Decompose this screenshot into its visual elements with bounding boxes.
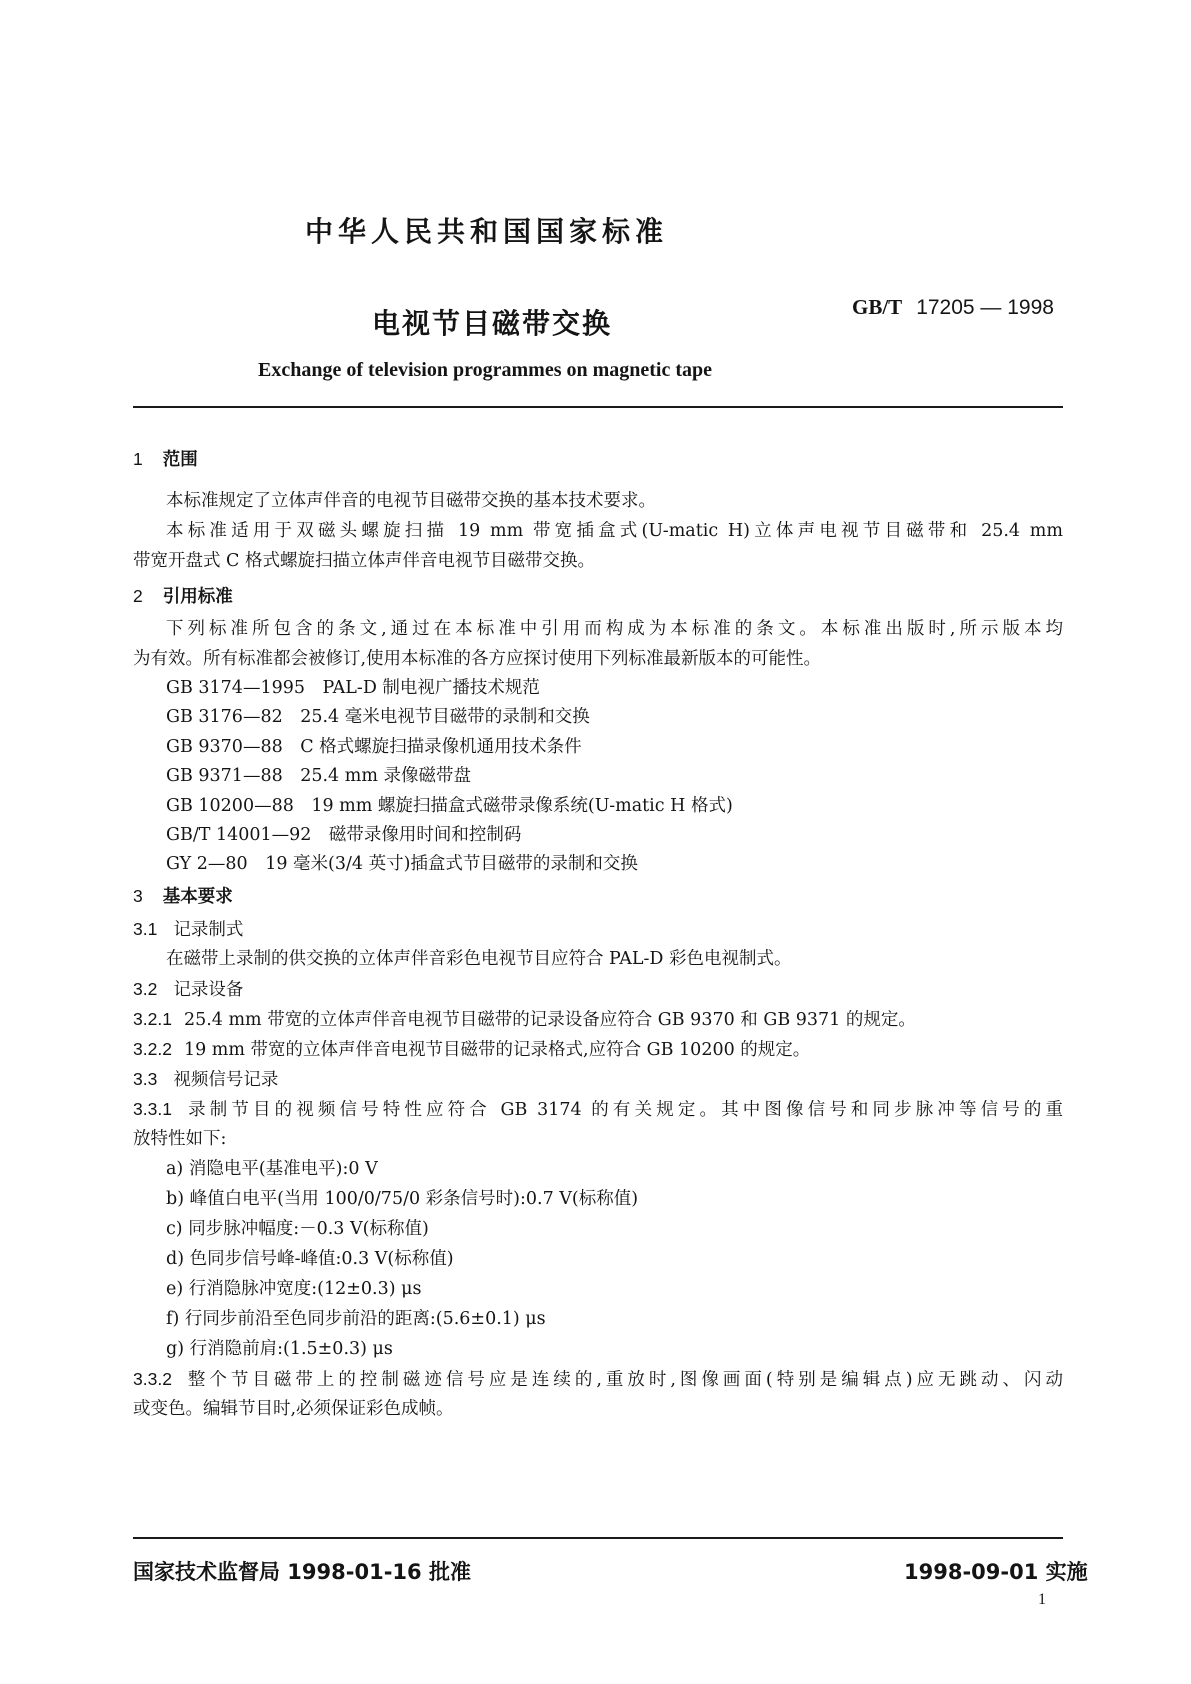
footer-divider [133,1537,1063,1539]
clause-text: 整个节目磁带上的控制磁迹信号应是连续的,重放时,图像画面(特别是编辑点)应无跳动、闪动 [183,1370,1063,1390]
national-standard-heading: 中华人民共和国国家标准 [305,215,669,248]
section-1-paragraph-2-line-1: 本标准适用于双磁头螺旋扫描 19 mm 带宽插盒式(U-matic H)立体声电视节目磁带和 25.4 mm [166,521,1063,541]
list-item: g) 行消隐前肩:(1.5±0.3) μs [166,1339,393,1359]
reference-item: GB 9370—88 C 格式螺旋扫描录像机通用技术条件 [166,737,582,757]
clause-3-2-2 [133,1038,810,1062]
clause-number: 3.3.1 [133,1099,172,1119]
subsection-number: 3.3 [133,1069,158,1089]
section-2-paragraph-line-1: 下列标准所包含的条文,通过在本标准中引用而构成为本标准的条文。本标准出版时,所示版本均 [166,619,1063,639]
list-item: a) 消隐电平(基准电平):0 V [166,1159,378,1179]
clause-number: 3.2.1 [133,1009,172,1029]
reference-item: GY 2—80 19 毫米(3/4 英寸)插盒式节目磁带的录制和交换 [166,854,638,874]
document-title: 电视节目磁带交换 [372,307,613,340]
standard-prefix: GB/T [852,295,903,319]
list-item: d) 色同步信号峰-峰值:0.3 V(标称值) [166,1249,454,1269]
clause-3-3-1-line-2: 放特性如下: [133,1129,227,1149]
reference-item: GB/T 14001—92 磁带录像用时间和控制码 [166,825,522,845]
subsection-number: 3.2 [133,979,158,999]
section-3-heading [133,885,233,909]
clause-text: 25.4 mm 带宽的立体声伴音电视节目磁带的记录设备应符合 GB 9370 和 GB 9371 的规定。 [183,1010,916,1030]
section-title: 引用标准 [162,587,233,607]
subsection-number: 3.1 [133,919,158,939]
clause-3-2-1 [133,1008,916,1032]
header-divider [133,406,1063,408]
reference-item: GB 3174—1995 PAL-D 制电视广播技术规范 [166,678,540,698]
section-number: 1 [133,449,143,469]
subsection-3-1-text: 在磁带上录制的供交换的立体声伴音彩色电视节目应符合 PAL-D 彩色电视制式。 [166,949,792,969]
standard-code: 17205 — 1998 [916,296,1054,319]
section-1-paragraph-1: 本标准规定了立体声伴音的电视节目磁带交换的基本技术要求。 [166,491,656,511]
section-2-paragraph-line-2: 为有效。所有标准都会被修订,使用本标准的各方应探讨使用下列标准最新版本的可能性。 [133,649,822,669]
page-number: 1 [1038,1591,1046,1608]
clause-3-3-1-line-1 [133,1098,1063,1122]
subsection-title: 记录设备 [173,980,244,1000]
list-item: c) 同步脉冲幅度:－0.3 V(标称值) [166,1219,429,1239]
reference-item: GB 10200—88 19 mm 螺旋扫描盒式磁带录像系统(U-matic H 格式) [166,796,733,816]
clause-text: 19 mm 带宽的立体声伴音电视节目磁带的记录格式,应符合 GB 10200 的规定。 [183,1040,811,1060]
subsection-title: 视频信号记录 [173,1070,279,1090]
reference-item: GB 9371—88 25.4 mm 录像磁带盘 [166,766,471,786]
english-title: Exchange of television programmes on magnetic tape [258,359,713,381]
clause-number: 3.2.2 [133,1039,172,1059]
section-number: 3 [133,886,143,906]
clause-3-3-2-line-2: 或变色。编辑节目时,必须保证彩色成帧。 [133,1399,454,1419]
section-1-heading [133,448,198,472]
clause-number: 3.3.2 [133,1369,172,1389]
section-1-paragraph-2-line-2: 带宽开盘式 C 格式螺旋扫描立体声伴音电视节目磁带交换。 [133,551,596,571]
list-item: e) 行消隐脉冲宽度:(12±0.3) μs [166,1279,422,1299]
subsection-title: 记录制式 [173,920,244,940]
effective-date: 1998-09-01 实施 [904,1560,1088,1584]
list-item: f) 行同步前沿至色同步前沿的距离:(5.6±0.1) μs [166,1309,546,1329]
list-item: b) 峰值白电平(当用 100/0/75/0 彩条信号时):0.7 V(标称值) [166,1189,639,1209]
section-2-heading [133,585,233,609]
reference-item: GB 3176—82 25.4 毫米电视节目磁带的录制和交换 [166,707,590,727]
clause-3-3-2-line-1 [133,1368,1063,1392]
standard-number [852,295,1054,320]
approval-note: 国家技术监督局 1998-01-16 批准 [133,1560,471,1584]
section-number: 2 [133,586,143,606]
clause-text: 录制节目的视频信号特性应符合 GB 3174 的有关规定。其中图像信号和同步脉冲等信号的重 [183,1100,1063,1120]
section-title: 基本要求 [162,887,233,907]
section-title: 范围 [162,450,198,470]
subsection-3-3-heading [133,1068,278,1092]
subsection-3-2-heading [133,978,243,1002]
subsection-3-1-heading [133,918,243,942]
